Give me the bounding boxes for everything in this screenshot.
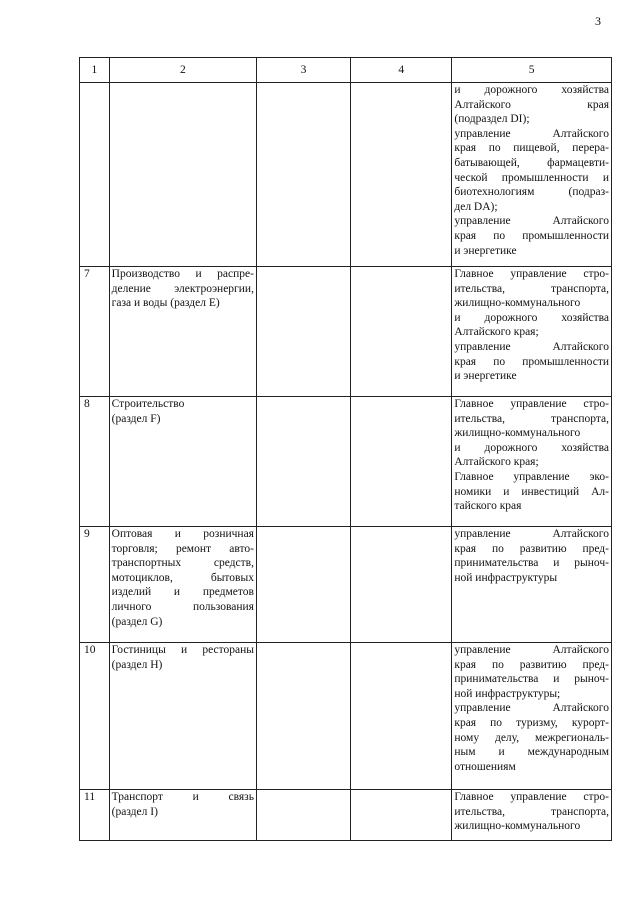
row-number-cell — [80, 397, 110, 527]
responsible-body-cell — [452, 397, 612, 527]
activity-name-line: мотоциклов, бытовых — [111, 571, 254, 584]
responsible-body-line: (подраздел DI); — [454, 113, 530, 126]
activity-name-line: изделий и предметов — [111, 586, 254, 599]
responsible-body-line: управление Алтайского — [454, 127, 609, 140]
responsible-body-cell — [452, 527, 612, 643]
table-row — [80, 527, 612, 643]
responsible-body-line: Главное управление стро- — [454, 791, 609, 803]
table-row — [80, 790, 612, 841]
activity-name-line: (раздел Н) — [111, 658, 163, 671]
row-number-cell — [80, 267, 110, 397]
responsible-body-line: Алтайского края — [454, 98, 609, 111]
row-number-cell — [80, 643, 110, 790]
activity-name-cell — [109, 643, 256, 790]
responsible-body-line: управление Алтайского — [454, 528, 609, 540]
activity-name-line: транспортных средств, — [111, 557, 254, 570]
column-3-cell — [256, 397, 350, 527]
responsible-body-line: ному делу, межрегиональ- — [454, 731, 609, 744]
row-number-cell — [80, 527, 110, 643]
column-header-4: 4 — [351, 58, 452, 83]
responsible-body-line: управление Алтайского — [454, 702, 609, 715]
responsible-body-line: ительства, транспорта, — [454, 282, 609, 295]
table-row — [80, 267, 612, 397]
responsible-body-line: ческой промышленности и — [454, 171, 609, 184]
responsible-body-line: ной инфраструктуры; — [454, 687, 561, 700]
responsible-body-line: жилищно-коммунального — [454, 820, 581, 833]
activity-name-cell — [109, 83, 256, 267]
responsible-body-line: биотехнологиям (подраз- — [454, 186, 609, 199]
row-number: 7 — [84, 268, 90, 280]
responsible-body-line: принимательства и рыноч- — [454, 673, 609, 686]
activity-name-line: (раздел G) — [111, 615, 163, 628]
activity-name-cell — [109, 267, 256, 397]
responsible-body-line: края по промышленности — [454, 229, 609, 242]
column-header-5: 5 — [452, 58, 612, 83]
activity-name-cell — [109, 527, 256, 643]
activity-name-cell — [109, 397, 256, 527]
table-row — [80, 397, 612, 527]
column-3-cell — [256, 643, 350, 790]
responsible-body-line: управление Алтайского — [454, 644, 609, 656]
column-4-cell — [351, 397, 452, 527]
row-number: 11 — [84, 791, 96, 803]
table-header-row — [80, 58, 612, 83]
activity-name-line: Производство и распре- — [111, 268, 254, 280]
document-table — [79, 57, 612, 841]
responsible-body-line: Главное управление эко- — [454, 470, 609, 483]
responsible-body-cell — [452, 643, 612, 790]
responsible-body-line: края по пищевой, перера- — [454, 142, 609, 155]
responsible-body-line: Главное управление стро- — [454, 398, 609, 410]
column-header-1: 1 — [80, 58, 110, 83]
row-number: 10 — [84, 644, 96, 656]
responsible-body-line: жилищно-коммунального — [454, 427, 581, 440]
activity-name-line: газа и воды (раздел Е) — [111, 297, 220, 310]
responsible-body-line: ным и международным — [454, 746, 609, 759]
activity-name-line: деление электроэнергии, — [111, 282, 254, 295]
responsible-body-line: батывающей, фармацевти- — [454, 156, 609, 169]
table-row — [80, 83, 612, 267]
activity-name-line: торговля; ремонт авто- — [111, 542, 254, 555]
activity-name-line: Строительство — [111, 398, 185, 410]
row-number-cell — [80, 790, 110, 841]
responsible-body-line: края по развитию пред- — [454, 542, 609, 555]
responsible-body-line: отношениям — [454, 760, 516, 773]
row-number-cell — [80, 83, 110, 267]
responsible-body-line: края по туризму, курорт- — [454, 716, 609, 729]
row-number: 8 — [84, 398, 90, 410]
column-4-cell — [351, 267, 452, 397]
activity-name-line: Транспорт и связь — [111, 791, 254, 803]
column-header-3: 3 — [256, 58, 350, 83]
responsible-body-line: принимательства и рыноч- — [454, 557, 609, 570]
responsible-body-line: и дорожного хозяйства — [454, 84, 609, 96]
column-4-cell — [351, 643, 452, 790]
responsible-body-line: края по промышленности — [454, 355, 609, 368]
activity-name-line: Оптовая и розничная — [111, 528, 254, 540]
row-number: 9 — [84, 528, 90, 540]
column-4-cell — [351, 790, 452, 841]
column-header-2: 2 — [109, 58, 256, 83]
responsible-body-line: ной инфраструктуры — [454, 571, 558, 584]
responsible-body-line: управление Алтайского — [454, 340, 609, 353]
responsible-body-line: тайского края — [454, 500, 522, 513]
responsible-body-line: номики и инвестиций Ал- — [454, 485, 609, 498]
responsible-body-line: управление Алтайского — [454, 215, 609, 228]
column-3-cell — [256, 267, 350, 397]
responsible-body-cell — [452, 267, 612, 397]
column-3-cell — [256, 83, 350, 267]
column-4-cell — [351, 83, 452, 267]
responsible-body-line: Алтайского края; — [454, 326, 539, 339]
responsible-body-line: и энергетике — [454, 244, 517, 257]
responsible-body-line: края по развитию пред- — [454, 658, 609, 671]
column-3-cell — [256, 527, 350, 643]
activity-name-line: (раздел F) — [111, 412, 161, 425]
activity-name-line: Гостиницы и рестораны — [111, 644, 254, 656]
table-row — [80, 643, 612, 790]
responsible-body-line: ительства, транспорта, — [454, 412, 609, 425]
activity-name-cell — [109, 790, 256, 841]
responsible-body-cell — [452, 790, 612, 841]
column-3-cell — [256, 790, 350, 841]
responsible-body-line: и дорожного хозяйства — [454, 441, 609, 454]
responsible-body-line: ительства, транспорта, — [454, 805, 609, 818]
responsible-body-line: и дорожного хозяйства — [454, 311, 609, 324]
responsible-body-line: жилищно-коммунального — [454, 297, 581, 310]
responsible-body-line: дел DA); — [454, 200, 498, 213]
responsible-body-line: Главное управление стро- — [454, 268, 609, 280]
responsible-body-cell — [452, 83, 612, 267]
activity-name-line: личного пользования — [111, 600, 254, 613]
responsible-body-line: и энергетике — [454, 370, 517, 383]
activity-name-line: (раздел I) — [111, 805, 158, 818]
page-number: 3 — [595, 14, 601, 28]
responsible-body-line: Алтайского края; — [454, 456, 539, 469]
column-4-cell — [351, 527, 452, 643]
